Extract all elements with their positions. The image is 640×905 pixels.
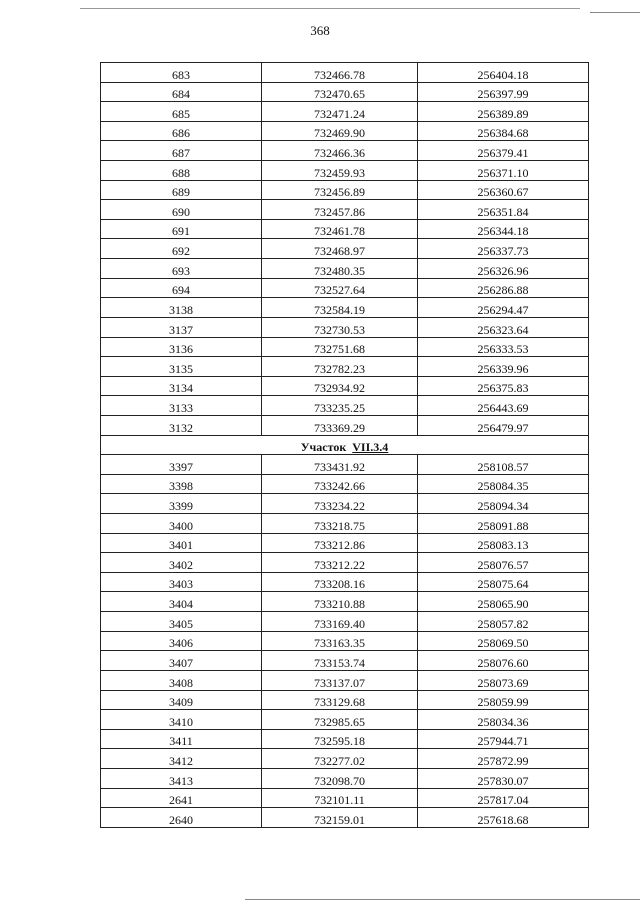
x-coordinate-cell: 732584.19	[262, 298, 418, 318]
page-number: 368	[310, 23, 330, 38]
point-number-cell: 692	[101, 239, 262, 259]
y-coordinate-cell: 256326.96	[418, 259, 589, 279]
table-row	[101, 808, 589, 828]
table-row	[101, 259, 589, 279]
x-coordinate-cell: 733163.35	[262, 631, 418, 651]
x-coordinate-cell: 732466.36	[262, 141, 418, 161]
point-number-cell: 691	[101, 219, 262, 239]
y-coordinate-cell: 258083.13	[418, 533, 589, 553]
x-coordinate-cell: 733129.68	[262, 690, 418, 710]
y-coordinate-cell: 256294.47	[418, 298, 589, 318]
table-row	[101, 376, 589, 396]
point-number-cell: 3404	[101, 592, 262, 612]
x-coordinate-cell: 733137.07	[262, 670, 418, 690]
x-coordinate-cell: 732461.78	[262, 219, 418, 239]
point-number-cell: 3406	[101, 631, 262, 651]
table-row	[101, 514, 589, 534]
point-number-cell: 3402	[101, 553, 262, 573]
x-coordinate-cell: 732466.78	[262, 63, 418, 83]
x-coordinate-cell: 733369.29	[262, 415, 418, 435]
y-coordinate-cell: 256375.83	[418, 376, 589, 396]
point-number-cell: 3407	[101, 651, 262, 671]
y-coordinate-cell: 257817.04	[418, 788, 589, 808]
x-coordinate-cell: 732471.24	[262, 102, 418, 122]
point-number-cell: 689	[101, 180, 262, 200]
x-coordinate-cell: 732934.92	[262, 376, 418, 396]
x-coordinate-cell: 732470.65	[262, 82, 418, 102]
table-row	[101, 239, 589, 259]
table-row	[101, 533, 589, 553]
table-row	[101, 768, 589, 788]
y-coordinate-cell: 258069.50	[418, 631, 589, 651]
y-coordinate-cell: 256397.99	[418, 82, 589, 102]
x-coordinate-cell: 733218.75	[262, 514, 418, 534]
y-coordinate-cell: 256344.18	[418, 219, 589, 239]
y-coordinate-cell: 258084.35	[418, 474, 589, 494]
point-number-cell: 2640	[101, 808, 262, 828]
x-coordinate-cell: 733235.25	[262, 396, 418, 416]
x-coordinate-cell: 733431.92	[262, 455, 418, 475]
point-number-cell: 3398	[101, 474, 262, 494]
table-row	[101, 612, 589, 632]
y-coordinate-cell: 258073.69	[418, 670, 589, 690]
point-number-cell: 3403	[101, 572, 262, 592]
table-body-bottom	[101, 455, 589, 828]
table-row	[101, 788, 589, 808]
x-coordinate-cell: 733212.86	[262, 533, 418, 553]
section-label: Участок	[300, 440, 347, 455]
coordinates-table	[100, 62, 589, 828]
x-coordinate-cell: 732098.70	[262, 768, 418, 788]
x-coordinate-cell: 732527.64	[262, 278, 418, 298]
y-coordinate-cell: 256333.53	[418, 337, 589, 357]
point-number-cell: 3401	[101, 533, 262, 553]
y-coordinate-cell: 258059.99	[418, 690, 589, 710]
table-row	[101, 200, 589, 220]
point-number-cell: 687	[101, 141, 262, 161]
x-coordinate-cell: 732468.97	[262, 239, 418, 259]
section-cell	[101, 435, 589, 455]
point-number-cell: 685	[101, 102, 262, 122]
point-number-cell: 3412	[101, 749, 262, 769]
point-number-cell: 3413	[101, 768, 262, 788]
x-coordinate-cell: 732730.53	[262, 317, 418, 337]
table-row	[101, 121, 589, 141]
y-coordinate-cell: 256389.89	[418, 102, 589, 122]
y-coordinate-cell: 256337.73	[418, 239, 589, 259]
table-row	[101, 592, 589, 612]
y-coordinate-cell: 256384.68	[418, 121, 589, 141]
x-coordinate-cell: 732101.11	[262, 788, 418, 808]
x-coordinate-cell: 732751.68	[262, 337, 418, 357]
section-row	[101, 435, 589, 455]
table-row	[101, 631, 589, 651]
table-section	[101, 435, 589, 455]
table-row	[101, 474, 589, 494]
y-coordinate-cell: 257618.68	[418, 808, 589, 828]
point-number-cell: 3408	[101, 670, 262, 690]
y-coordinate-cell: 256379.41	[418, 141, 589, 161]
y-coordinate-cell: 258075.64	[418, 572, 589, 592]
point-number-cell: 2641	[101, 788, 262, 808]
point-number-cell: 3399	[101, 494, 262, 514]
x-coordinate-cell: 732459.93	[262, 161, 418, 181]
point-number-cell: 3397	[101, 455, 262, 475]
y-coordinate-cell: 258091.88	[418, 514, 589, 534]
point-number-cell: 690	[101, 200, 262, 220]
x-coordinate-cell: 732595.18	[262, 729, 418, 749]
y-coordinate-cell: 257830.07	[418, 768, 589, 788]
point-number-cell: 683	[101, 63, 262, 83]
x-coordinate-cell: 733208.16	[262, 572, 418, 592]
table-row	[101, 710, 589, 730]
x-coordinate-cell: 733212.22	[262, 553, 418, 573]
table-row	[101, 161, 589, 181]
table-row	[101, 63, 589, 83]
y-coordinate-cell: 256286.88	[418, 278, 589, 298]
y-coordinate-cell: 258076.60	[418, 651, 589, 671]
table-row	[101, 102, 589, 122]
y-coordinate-cell: 256371.10	[418, 161, 589, 181]
point-number-cell: 688	[101, 161, 262, 181]
section-id: VII.3.4	[352, 440, 389, 455]
table-row	[101, 572, 589, 592]
x-coordinate-cell: 732469.90	[262, 121, 418, 141]
y-coordinate-cell: 256351.84	[418, 200, 589, 220]
x-coordinate-cell: 733153.74	[262, 651, 418, 671]
table-row	[101, 494, 589, 514]
point-number-cell: 3132	[101, 415, 262, 435]
table-row	[101, 651, 589, 671]
x-coordinate-cell: 732782.23	[262, 357, 418, 377]
table-row	[101, 317, 589, 337]
table-row	[101, 690, 589, 710]
x-coordinate-cell: 733210.88	[262, 592, 418, 612]
y-coordinate-cell: 258065.90	[418, 592, 589, 612]
point-number-cell: 694	[101, 278, 262, 298]
table-row	[101, 749, 589, 769]
table-body-top	[101, 63, 589, 436]
point-number-cell: 3400	[101, 514, 262, 534]
y-coordinate-cell: 258034.36	[418, 710, 589, 730]
x-coordinate-cell: 732159.01	[262, 808, 418, 828]
point-number-cell: 3411	[101, 729, 262, 749]
top-rule	[80, 8, 580, 9]
x-coordinate-cell: 732457.86	[262, 200, 418, 220]
y-coordinate-cell: 257872.99	[418, 749, 589, 769]
point-number-cell: 3133	[101, 396, 262, 416]
y-coordinate-cell: 256404.18	[418, 63, 589, 83]
table-row	[101, 553, 589, 573]
point-number-cell: 684	[101, 82, 262, 102]
bottom-rule	[245, 899, 640, 900]
y-coordinate-cell: 256339.96	[418, 357, 589, 377]
x-coordinate-cell: 733169.40	[262, 612, 418, 632]
table-row	[101, 670, 589, 690]
y-coordinate-cell: 256443.69	[418, 396, 589, 416]
y-coordinate-cell: 258108.57	[418, 455, 589, 475]
table-row	[101, 141, 589, 161]
table-row	[101, 298, 589, 318]
table-row	[101, 396, 589, 416]
y-coordinate-cell: 257944.71	[418, 729, 589, 749]
x-coordinate-cell: 732985.65	[262, 710, 418, 730]
table-row	[101, 219, 589, 239]
table-row	[101, 455, 589, 475]
top-rule-small	[590, 12, 640, 13]
y-coordinate-cell: 256360.67	[418, 180, 589, 200]
x-coordinate-cell: 733234.22	[262, 494, 418, 514]
point-number-cell: 3409	[101, 690, 262, 710]
point-number-cell: 3410	[101, 710, 262, 730]
y-coordinate-cell: 256323.64	[418, 317, 589, 337]
y-coordinate-cell: 256479.97	[418, 415, 589, 435]
table-row	[101, 278, 589, 298]
x-coordinate-cell: 733242.66	[262, 474, 418, 494]
y-coordinate-cell: 258094.34	[418, 494, 589, 514]
table-row	[101, 180, 589, 200]
point-number-cell: 3137	[101, 317, 262, 337]
x-coordinate-cell: 732277.02	[262, 749, 418, 769]
y-coordinate-cell: 258057.82	[418, 612, 589, 632]
point-number-cell: 3136	[101, 337, 262, 357]
point-number-cell: 3405	[101, 612, 262, 632]
point-number-cell: 3138	[101, 298, 262, 318]
point-number-cell: 3135	[101, 357, 262, 377]
x-coordinate-cell: 732480.35	[262, 259, 418, 279]
table-row	[101, 82, 589, 102]
point-number-cell: 693	[101, 259, 262, 279]
table-row	[101, 357, 589, 377]
point-number-cell: 3134	[101, 376, 262, 396]
y-coordinate-cell: 258076.57	[418, 553, 589, 573]
table-row	[101, 337, 589, 357]
table-row	[101, 415, 589, 435]
table-row	[101, 729, 589, 749]
x-coordinate-cell: 732456.89	[262, 180, 418, 200]
point-number-cell: 686	[101, 121, 262, 141]
